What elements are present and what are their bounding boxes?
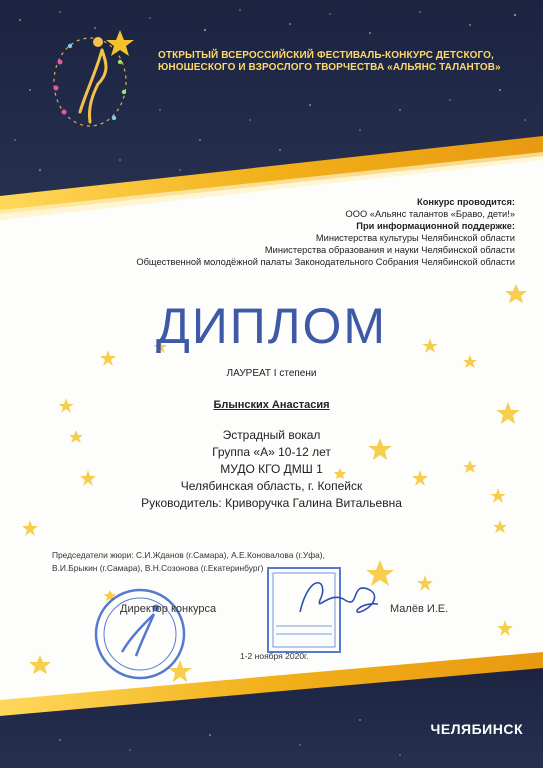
category: Эстрадный вокал	[222, 428, 321, 442]
institution: МУДО КГО ДМШ 1	[220, 462, 323, 476]
diploma-date: 1-2 ноября 2020г.	[240, 651, 309, 661]
support-item: Министерства образования и науки Челябинской области	[264, 245, 515, 255]
award-level: ЛАУРЕАТ I степени	[226, 368, 317, 379]
support-item: Общественной молодёжной палаты Законодательного Собрания Челябинской области	[136, 257, 515, 267]
support-heading: При информационной поддержке:	[356, 221, 515, 231]
director-label: Директор конкурса	[120, 603, 217, 615]
organizers-block	[15, 196, 515, 268]
support-item: Министерства культуры Челябинской области	[315, 233, 515, 243]
organizer-name: ООО «Альянс талантов «Браво, дети!»	[345, 209, 515, 219]
jury-line: Председатели жюри: С.И.Жданов (г.Самара), А.Е.Коновалова (г.Уфа),	[52, 550, 325, 560]
location: Челябинская область, г. Копейск	[180, 479, 363, 493]
jury-block	[52, 549, 432, 574]
director-name: Малёв И.Е.	[390, 603, 449, 615]
age-group: Группа «А» 10-12 лет	[212, 445, 331, 459]
diploma-details	[0, 427, 543, 512]
festival-title-line1: ОТКРЫТЫЙ ВСЕРОССИЙСКИЙ ФЕСТИВАЛЬ-КОНКУРС ДЕТСКОГО,	[158, 50, 494, 61]
organizers-heading: Конкурс проводится:	[417, 197, 515, 207]
rect-stamp	[268, 568, 340, 652]
festival-title-line2: ЮНОШЕСКОГО И ВЗРОСЛОГО ТВОРЧЕСТВА «АЛЬЯНС ТАЛАНТОВ»	[158, 62, 501, 73]
city-name: ЧЕЛЯБИНСК	[430, 721, 523, 737]
recipient-name: Блынских Анастасия	[213, 399, 330, 411]
jury-line: В.И.Брыкин (г.Самара), В.Н.Созонова (г.Екатеринбург)	[52, 562, 264, 573]
diploma-title: ДИПЛОМ	[155, 298, 388, 354]
festival-title	[158, 50, 528, 74]
supervisor: Руководитель: Криворучка Галина Витальевна	[141, 496, 402, 510]
